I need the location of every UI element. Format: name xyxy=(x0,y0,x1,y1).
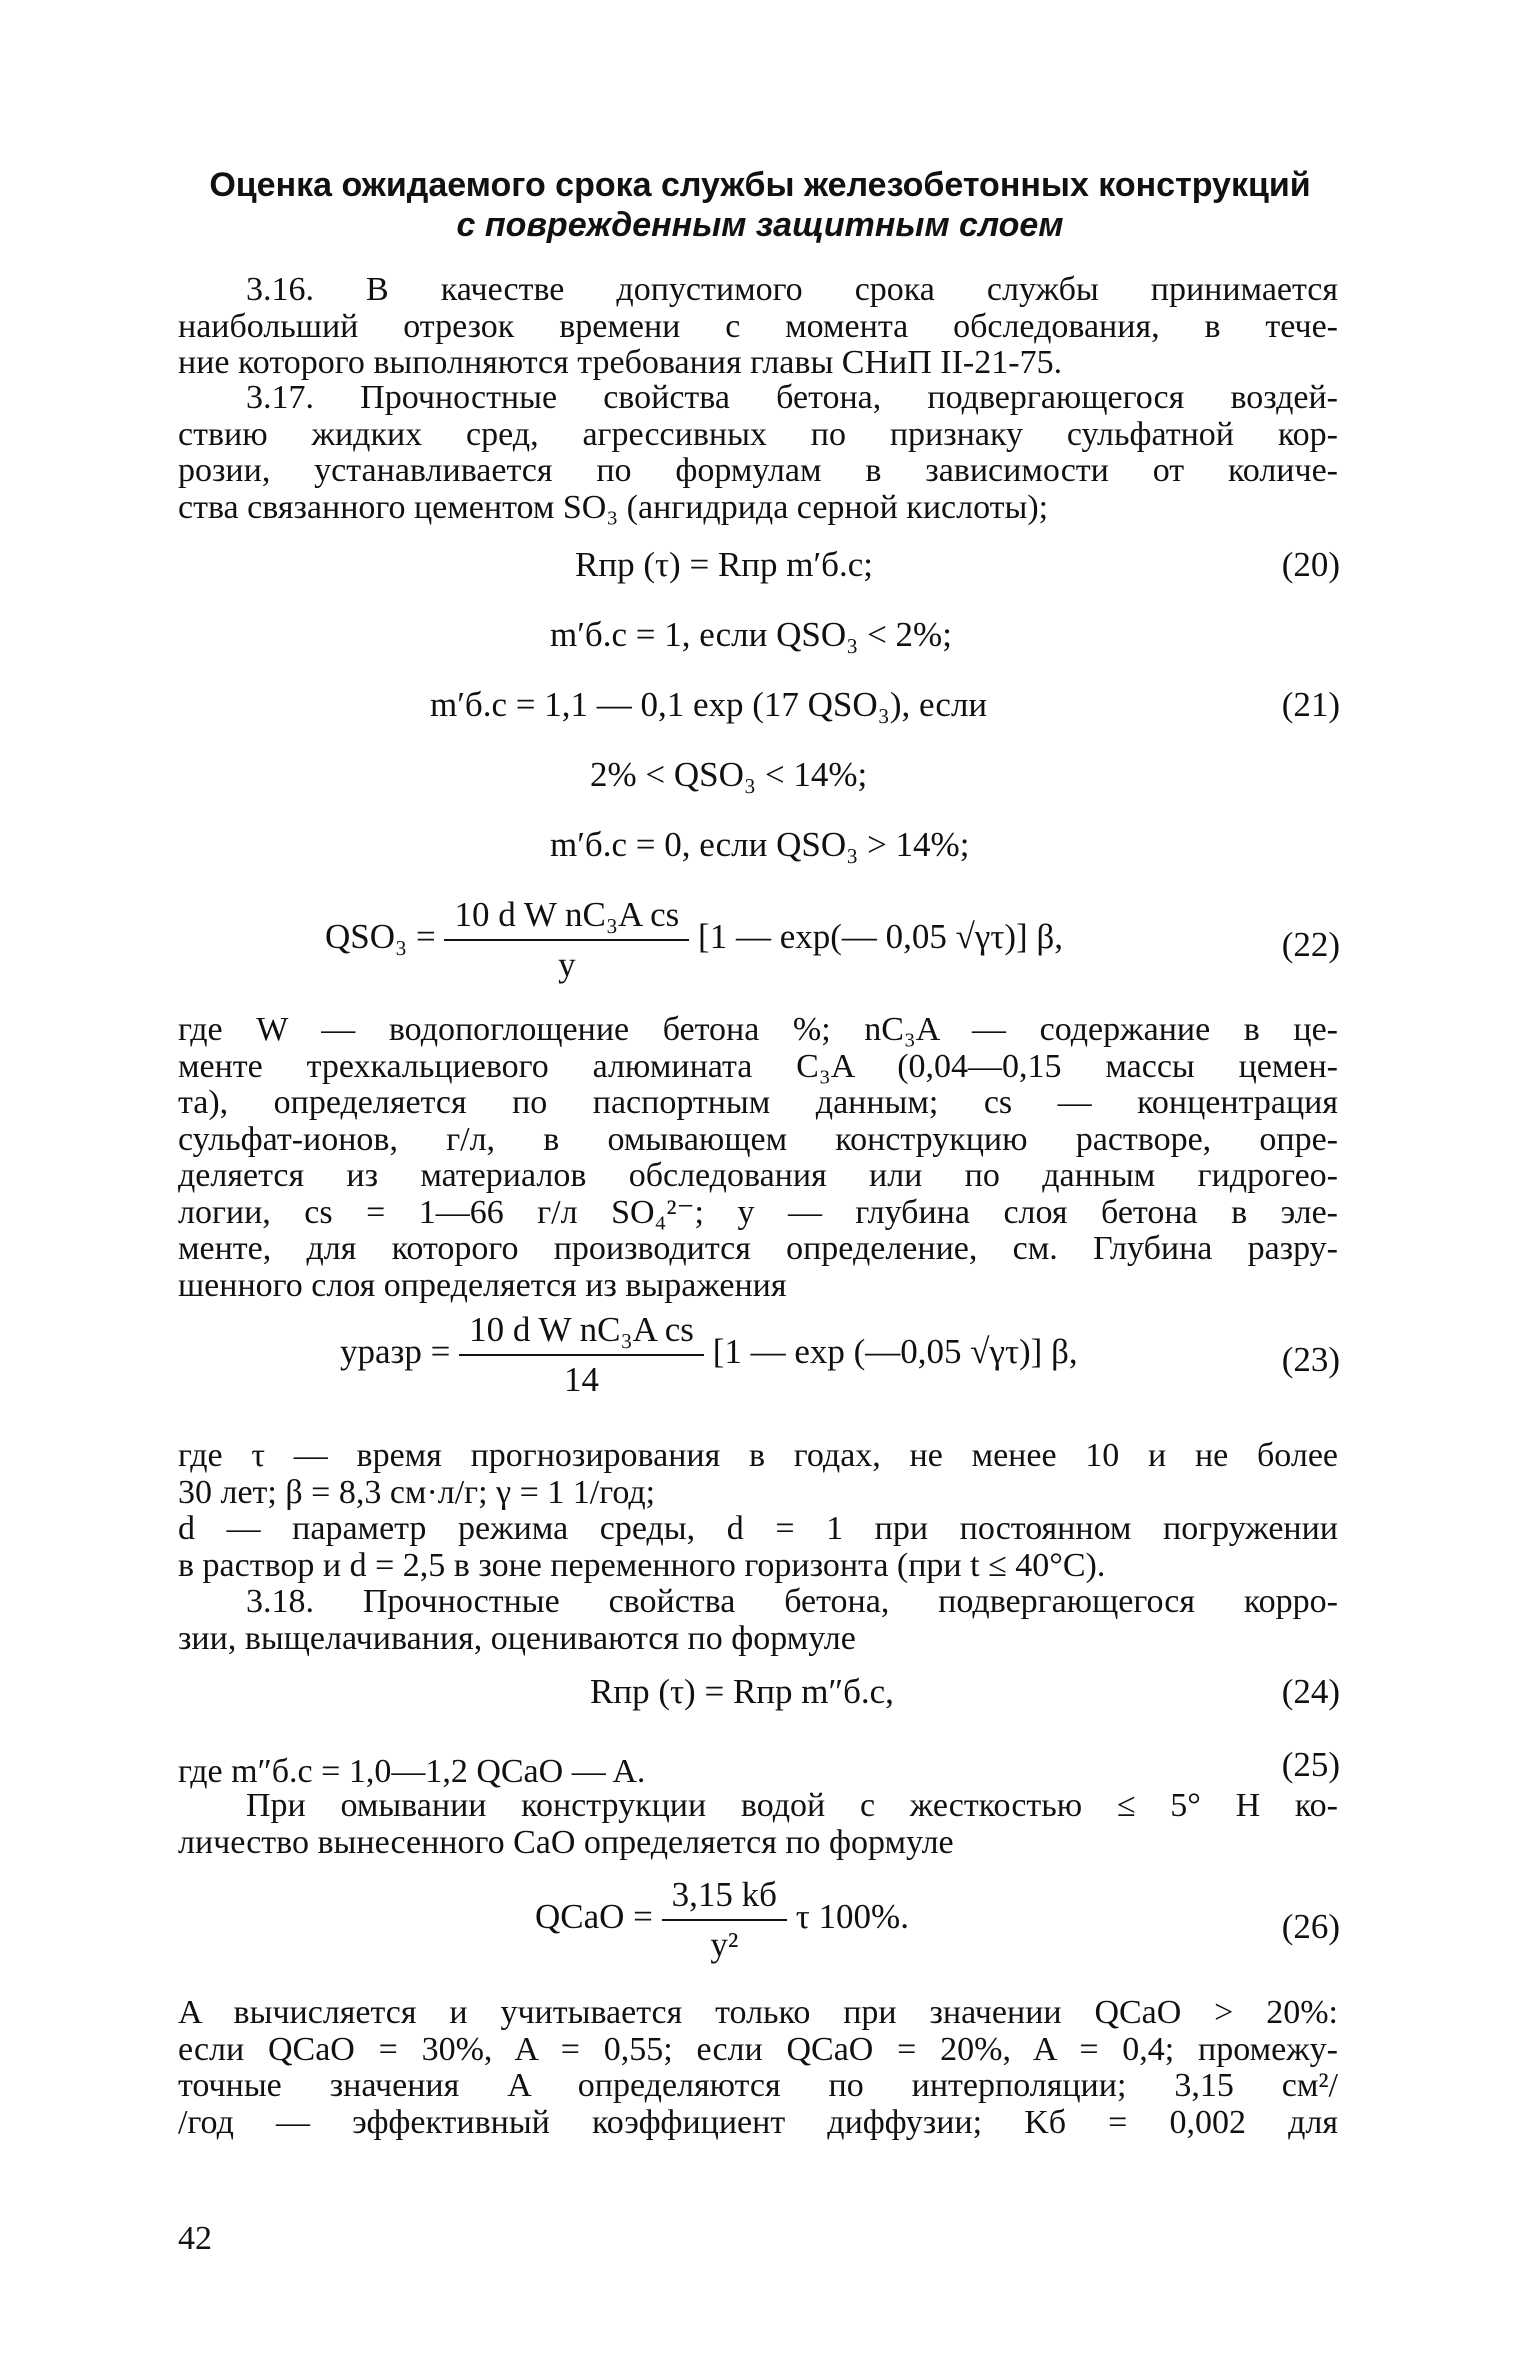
formula-21d: m′б.с = 0, если QSO₃ > 14%; xyxy=(550,825,970,864)
text-line: шенного слоя определяется из выражения xyxy=(178,1266,787,1304)
paragraph-where-w xyxy=(178,1012,1338,1304)
equation-number-24: (24) xyxy=(1281,1672,1340,1711)
formula-22 xyxy=(325,895,1063,985)
text-line: если QCaO = 30%, A = 0,55; если QCaO = 20%, A = 0,4; промежу- xyxy=(178,2030,1338,2068)
text-line: где W — водопоглощение бетона %; nC₃A — содержание в це- xyxy=(178,1011,1338,1048)
formula-26-lhs: QCaO = xyxy=(535,1897,653,1937)
formula-22-lhs: QSO₃ = xyxy=(325,917,436,957)
text-line: деляется из материалов обследования или по данным гидрогео- xyxy=(178,1157,1338,1194)
section-title-line1: Оценка ожидаемого срока службы железобетонных конструкций xyxy=(209,166,1311,204)
formula-22-rhs: [1 — exp(— 0,05 √γτ)] β, xyxy=(698,917,1064,957)
text-line: /год — эффективный коэффициент диффузии; Kб = 0,002 для xyxy=(178,2103,1338,2141)
formula-21a: m′б.с = 1, если QSO₃ < 2%; xyxy=(550,615,952,654)
formula-21c: 2% < QSO₃ < 14%; xyxy=(590,755,868,794)
formula-22-numerator: 10 d W nC₃A cs xyxy=(444,895,689,941)
paragraph-cao xyxy=(178,1788,1338,1861)
formula-25: где m″б.с = 1,0—1,2 QCaO — A. xyxy=(178,1753,646,1790)
text-line: где τ — время прогнозирования в годах, не менее 10 и не более xyxy=(178,1437,1338,1474)
equation-number-22: (22) xyxy=(1281,925,1340,964)
formula-23-rhs: [1 — exp (—0,05 √γτ)] β, xyxy=(712,1332,1078,1372)
text-line: ние которого выполняются требования главы СНиП II-21-75. xyxy=(178,344,1063,381)
paragraph-3-18 xyxy=(178,1584,1338,1657)
formula-26-fraction xyxy=(662,1875,787,1965)
text-line: наибольший отрезок времени с момента обследования, в тече- xyxy=(178,307,1338,345)
equation-number-21: (21) xyxy=(1281,685,1340,724)
text-line: сульфат-ионов, г/л, в омывающем конструкцию растворе, опре- xyxy=(178,1120,1338,1158)
formula-26-denominator: y² xyxy=(710,1925,739,1964)
equation-number-23: (23) xyxy=(1281,1340,1340,1379)
text-line: 3.17. Прочностные свойства бетона, подвергающегося воздей- xyxy=(246,379,1338,416)
formula-24: Rпр (τ) = Rпр m″б.с, xyxy=(590,1672,894,1711)
text-line: логии, cs = 1—66 г/л SO₄²⁻; y — глубина слоя бетона в эле- xyxy=(178,1193,1338,1231)
formula-21b: m′б.с = 1,1 — 0,1 exp (17 QSO₃), если xyxy=(430,685,988,724)
formula-20: Rпр (τ) = Rпр m′б.с; xyxy=(575,545,873,584)
formula-22-denominator: y xyxy=(558,945,576,984)
text-line: 3.18. Прочностные свойства бетона, подвергающегося корро- xyxy=(246,1583,1338,1620)
formula-26 xyxy=(535,1875,909,1965)
formula-23 xyxy=(340,1310,1078,1400)
text-line: менте трехкальциевого алюмината C₃A (0,04—0,15 массы цемен- xyxy=(178,1047,1338,1085)
text-line: та), определяется по паспортным данным; cs — концентрация xyxy=(178,1084,1338,1121)
section-title-line2: с поврежденным защитным слоем xyxy=(456,206,1064,244)
text-line: зии, выщелачивания, оцениваются по формуле xyxy=(178,1619,856,1657)
text-line: ствию жидких сред, агрессивных по признаку сульфатной кор- xyxy=(178,415,1338,453)
equation-number-20: (20) xyxy=(1281,545,1340,584)
paragraph-where-tau xyxy=(178,1438,1338,1584)
text-line: в раствор и d = 2,5 в зоне переменного горизонта (при t ≤ 40°C). xyxy=(178,1546,1106,1584)
text-line: менте, для которого производится определение, см. Глубина разру- xyxy=(178,1230,1338,1267)
paragraph-a-value xyxy=(178,1995,1338,2141)
text-line: ства связанного цементом SO₃ (ангидрида серной кислоты); xyxy=(178,488,1049,526)
text-line: При омывании конструкции водой с жесткостью ≤ 5° Н ко- xyxy=(246,1787,1338,1824)
equation-number-26: (26) xyxy=(1281,1907,1340,1946)
text-line: A вычисляется и учитывается только при значении QCaO > 20%: xyxy=(178,1994,1338,2031)
formula-26-numerator: 3,15 kб xyxy=(662,1875,787,1921)
text-line: точные значения A определяются по интерполяции; 3,15 см²/ xyxy=(178,2067,1338,2104)
formula-23-denominator: 14 xyxy=(564,1360,600,1399)
paragraph-3-17 xyxy=(178,380,1338,526)
text-line: 30 лет; β = 8,3 см·л/г; γ = 1 1/год; xyxy=(178,1473,656,1511)
formula-23-fraction xyxy=(459,1310,704,1400)
text-line: d — параметр режима среды, d = 1 при постоянном погружении xyxy=(178,1510,1338,1547)
text-line: личество вынесенного CaO определяется по формуле xyxy=(178,1823,954,1861)
formula-23-lhs: yразр = xyxy=(340,1332,451,1372)
paragraph-3-16 xyxy=(178,272,1338,382)
formula-23-numerator: 10 d W nC₃A cs xyxy=(459,1310,704,1356)
text-line: розии, устанавливается по формулам в зависимости от количе- xyxy=(178,452,1338,489)
page-number: 42 xyxy=(178,2220,212,2257)
text-line: 3.16. В качестве допустимого срока службы принимается xyxy=(246,271,1338,308)
equation-number-25: (25) xyxy=(1281,1745,1340,1784)
formula-26-rhs: τ 100%. xyxy=(795,1897,909,1937)
formula-22-fraction xyxy=(444,895,689,985)
